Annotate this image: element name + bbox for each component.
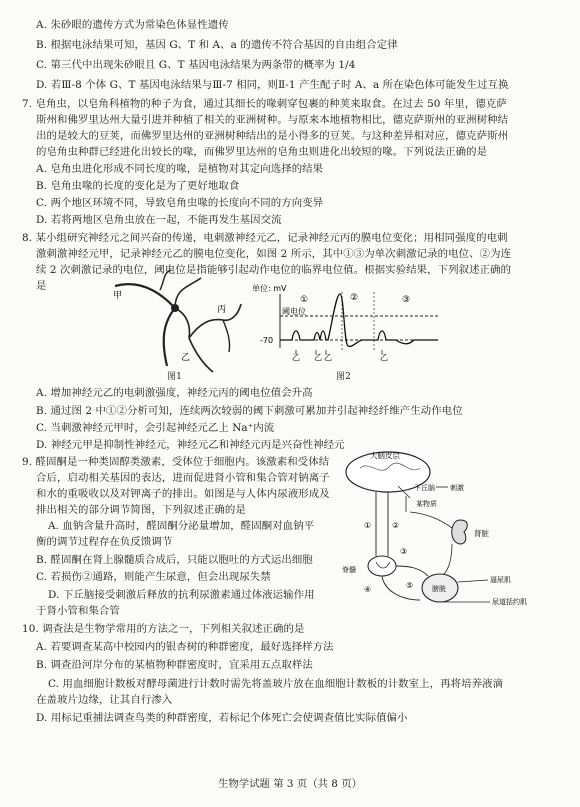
q9-option-a: A. 血钠含量升高时，醛固酮分泌量增加，醛固酮对血钠平 — [48, 520, 315, 532]
q6-option-c: C. 第三代中出现朱砂眼且 G、T 基因电泳结果为两条带的概率为 1/4 — [36, 59, 356, 71]
figure-2-potential-chart — [252, 284, 442, 380]
pathway-3-label: ③ — [400, 547, 408, 556]
pathway-2-label: ② — [392, 521, 400, 530]
segment-3-label: ③ — [402, 295, 411, 305]
stim-label: 乙 — [314, 353, 322, 362]
q10-stem: 10. 调查法是生物学常用的方法之一，下列相关叙述正确的是 — [22, 623, 305, 635]
q7-option-c: C. 两个地区环境不同，导致皂角虫喙的长度向不同的方向变异 — [36, 197, 324, 209]
q9-stem-line: 合后，启动相关基因的表达，进而促进肾小管和集合管对钠离子 — [36, 472, 330, 484]
hormone-label: 某物质 — [416, 500, 437, 508]
q7-stem-line: 的皂角虫种群已经进化出较长的喙，而佛罗里达州的皂角虫则进化出较短的喙。下列说法正确的是 — [36, 146, 488, 158]
q10-option-c: C. 用血细胞计数板对酵母菌进行计数时需先将盖玻片放在血细胞计数板的计数室上，再将培养液滴 — [48, 678, 504, 690]
detrusor-label: 逼尿肌 — [490, 576, 511, 584]
q7-stem-line: 斯州和佛罗里达州大量引进并种植了相关的亚洲树种。与原来本地植物相比，德克萨斯州的亚洲树种结 — [36, 114, 509, 126]
stim-label: 乙 — [380, 353, 388, 362]
pathway-4-label: ④ — [364, 585, 372, 594]
q8-option-c: C. 当刺激神经元甲时，会引起神经元乙上 Na⁺内流 — [36, 422, 275, 434]
figure-urine-regulation — [340, 450, 565, 615]
q8-stem-line: 激刺激神经元甲，记录神经元乙的膜电位变化，如图 2 所示，其中①③为单次刺激记录的电位、②为连 — [36, 248, 512, 260]
label-yi: 乙 — [181, 353, 191, 363]
q8-stem-line: 续 2 次刺激记录的电位，阈电位是指能够引起动作电位的临界电位值。根据实验结果，下列叙述正确的 — [36, 264, 512, 276]
cortex-label: 大脑皮层 — [370, 451, 400, 460]
q8-option-b: B. 通过图 2 中①②分析可知，连续两次较弱的阈下刺激可累加并引起神经纤维产生动作电位 — [36, 405, 463, 417]
stim-label: 乙 — [324, 353, 332, 362]
spinal-label: 脊髓 — [342, 566, 356, 574]
q9-option-b: B. 醛固酮在肾上腺髓质合成后，只能以胞吐的方式运出细胞 — [36, 554, 313, 566]
figure-1-neurons — [105, 268, 245, 380]
q7-option-d: D. 若将两地区皂角虫放在一起，不能再发生基因交流 — [36, 214, 282, 226]
q8-stem-line: 8. 某小组研究神经元之间兴奋的传递，电刺激神经元乙，记录神经元丙的膜电位变化；用相同强度的电刺 — [22, 232, 508, 244]
label-jia: 甲 — [113, 291, 123, 301]
pathway-1-label: ① — [364, 521, 372, 530]
q10-option-a: A. 若要调查某高中校园内的银杏树的种群密度，最好选择样方法 — [36, 641, 334, 653]
q9-option-d: D. 下丘脑接受刺激后释放的抗利尿激素通过体液运输作用 — [48, 589, 315, 601]
q6-option-a: A. 朱砂眼的遗传方式为常染色体显性遗传 — [36, 19, 229, 31]
q7-option-a: A. 皂角虫进化形成不同长度的喙，是植物对其定向选择的结果 — [36, 163, 324, 175]
q10-option-d: D. 用标记重捕法调查鸟类的种群密度，若标记个体死亡会使调查值比实际值偏小 — [36, 712, 408, 724]
figure-1-caption: 图1 — [167, 372, 182, 382]
q8-stem-line: 是 — [36, 280, 47, 292]
label-bing: 丙 — [217, 305, 227, 315]
y-unit-label: 单位: mV — [252, 284, 287, 293]
page-footer: 生物学试题 第 3 页（共 8 页） — [217, 778, 363, 790]
q10-option-c-cont: 在盖玻片边缘，让其自行渗入 — [36, 694, 173, 706]
stim-label: 乙 — [292, 353, 300, 362]
y-tick-label: -70 — [260, 336, 274, 345]
bladder-label: 膀胱 — [432, 585, 446, 593]
q7-stem-line: 7. 皂角虫，以皂角科植物的种子为食，通过其细长的喙刺穿包裹的种荚来取食。在过去 50 年里，德克萨 — [22, 98, 507, 110]
segment-1-label: ① — [300, 295, 309, 305]
q9-stem-line: 排出相关的部分调节简图，下列叙述正确的是 — [36, 504, 246, 516]
segment-2-label: ② — [350, 293, 359, 303]
q6-option-d: D. 若Ⅲ-8 个体 G、T 基因电泳结果与Ⅲ-7 相同，则Ⅱ-1 产生配子时 A、a 所在染色体可能发生过互换 — [36, 79, 509, 91]
q9-stem-line: 9. 醛固酮是一种类固醇类激素，受体位于细胞内。该激素和受体结 — [22, 456, 330, 468]
kidney-label: 肾脏 — [474, 529, 489, 538]
hypothalamus-label: 下丘脑 — [414, 484, 435, 492]
q7-option-b: B. 皂角虫喙的长度的变化是为了更好地取食 — [36, 180, 240, 192]
stimulus-label: 刺激 — [450, 484, 464, 492]
q7-stem-line: 出的是较大的豆荚，而佛罗里达州的亚洲树种结出的是小得多的豆荚。与这种差异相对应，德克萨斯州 — [36, 130, 509, 142]
q9-option-a-cont: 衡的调节过程存在负反馈调节 — [36, 536, 173, 548]
figure-2-caption: 图2 — [336, 372, 351, 382]
q9-option-d-cont: 于肾小管和集合管 — [36, 605, 120, 617]
pathway-5-label: ⑤ — [406, 581, 414, 590]
q9-stem-line: 和水的重吸收以及对钾离子的排出。如图是与人体内尿液形成及 — [36, 488, 330, 500]
q8-option-d: D. 神经元甲是抑制性神经元，神经元乙和神经元丙是兴奋性神经元 — [36, 439, 345, 451]
q8-option-a: A. 增加神经元乙的电刺激强度，神经元丙的阈电位值会升高 — [36, 387, 313, 399]
sphincter-label: 尿道括约肌 — [492, 598, 527, 606]
q9-option-c: C. 若损伤②通路，则能产生尿意，但会出现尿失禁 — [36, 571, 271, 583]
q6-option-b: B. 根据电泳结果可知，基因 G、T 和 A、a 的遗传不符合基因的自由组合定律 — [36, 39, 398, 51]
q10-option-b: B. 调查沿河岸分布的某植物种群密度时，宜采用五点取样法 — [36, 659, 313, 671]
threshold-label: 阈电位 — [282, 307, 306, 316]
